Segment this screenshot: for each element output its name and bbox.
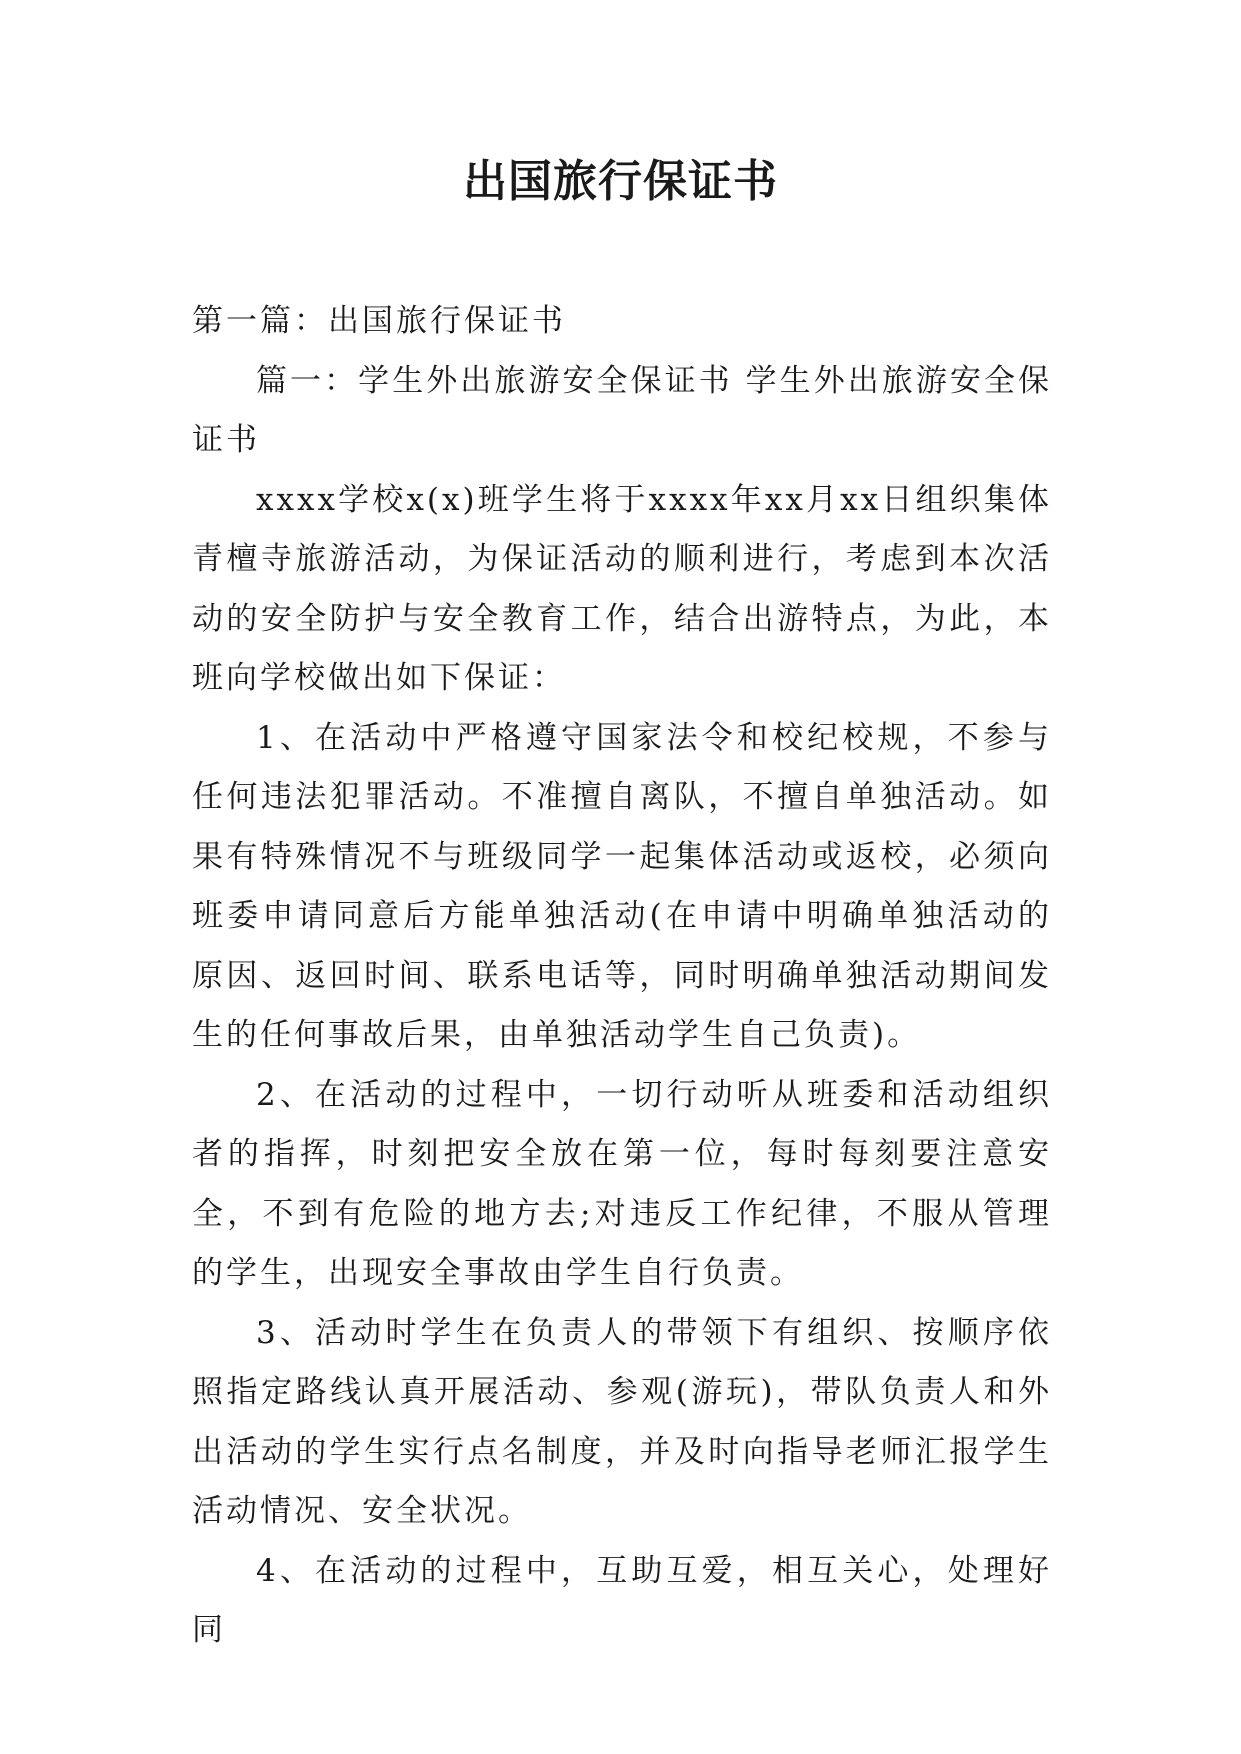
- section-heading: 第一篇：出国旅行保证书: [192, 303, 566, 339]
- subsection-heading: 篇一：学生外出旅游安全保证书 学生外出旅游安全保证书: [192, 362, 1052, 458]
- document-title: 出国旅行保证书: [463, 156, 778, 207]
- clause-2-paragraph: 2、在活动的过程中，一切行动听从班委和活动组织者的指挥，时刻把安全放在第一位，每时每刻要注意安全，不到有危险的地方去;对违反工作纪律，不服从管理的学生，出现安全事故由学生自行负责。: [192, 1076, 1052, 1291]
- clause-4-paragraph: 4、在活动的过程中，互助互爱，相互关心，处理好同: [192, 1552, 1052, 1648]
- clause-3-paragraph: 3、活动时学生在负责人的带领下有组织、按顺序依照指定路线认真开展活动、参观(游玩)，带队负责人和外出活动的学生实行点名制度，并及时向指导老师汇报学生活动情况、安全状况。: [192, 1314, 1052, 1529]
- intro-paragraph: xxxx学校x(x)班学生将于xxxx年xx月xx日组织集体青檀寺旅游活动，为保证活动的顺利进行，考虑到本次活动的安全防护与安全教育工作，结合出游特点，为此，本班向学校做出如下保证：: [192, 481, 1052, 696]
- document-body: [192, 292, 1052, 1661]
- clause-1-paragraph: 1、在活动中严格遵守国家法令和校纪校规，不参与任何违法犯罪活动。不准擅自离队，不擅自单独活动。如果有特殊情况不与班级同学一起集体活动或返校，必须向班委申请同意后方能单独活动(在申请中明确单独活动的原因、返回时间、联系电话等，同时明确单独活动期间发生的任何事故后果，由单独活动学生自己负责)。: [192, 719, 1052, 1053]
